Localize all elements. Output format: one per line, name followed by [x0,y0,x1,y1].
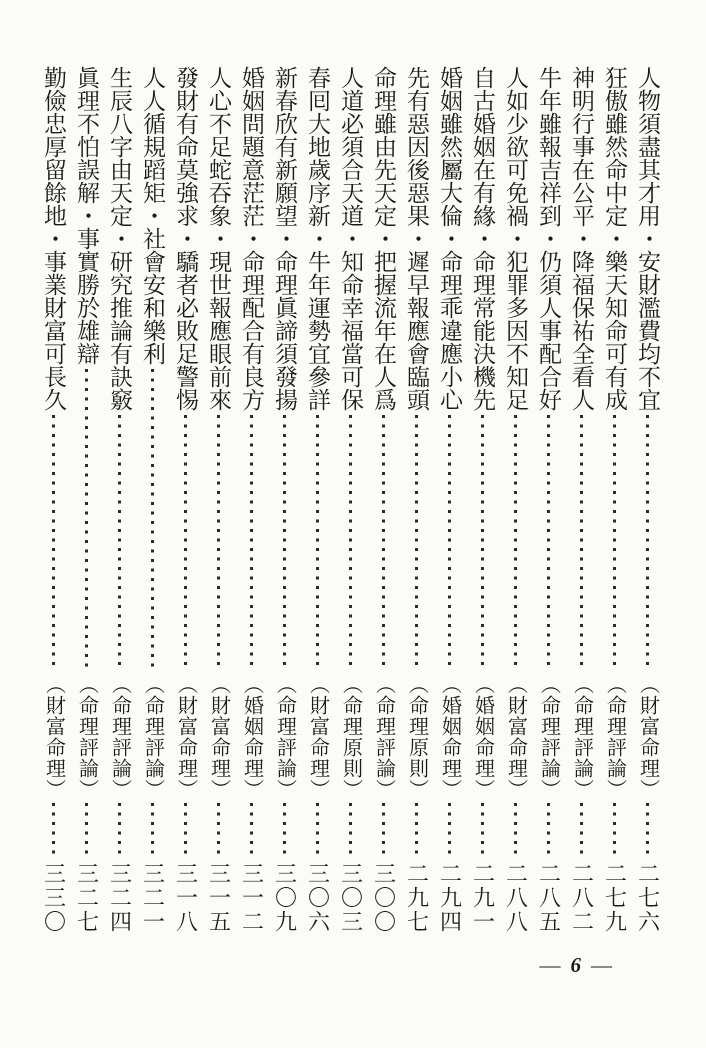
entry-page-number: 二九七 [404,862,430,934]
dot-leader [118,803,121,859]
dot-leader [151,369,154,670]
toc-entry [598,66,631,934]
entry-page-number: 二八五 [536,862,562,934]
entry-category: ︵婚姻命理︶ [240,674,263,800]
dot-leader [316,415,319,670]
entry-title: 人心不足蛇吞象・現世報應眼前來 [206,66,231,411]
dot-leader [316,803,319,859]
entry-page-number: 二八二 [569,862,595,934]
entry-title: 人人循規蹈矩・社會安和樂利 [140,66,165,365]
entry-title: 先有惡因後惡果・遲早報應會臨頭 [404,66,429,411]
toc-entry [169,66,202,934]
toc-entry [433,66,466,934]
toc-entry [103,66,136,934]
entry-category: ︵命理評論︶ [372,674,395,800]
toc-entry [565,66,598,934]
toc-entry [466,66,499,934]
dot-leader [217,803,220,859]
toc-entry [268,66,301,934]
dot-leader [349,415,352,670]
dot-leader [547,803,550,859]
entry-page-number: 三二一 [140,862,166,934]
entry-title: 人如少欲可免禍・犯罪多因不知足 [503,66,528,411]
footer-page-number: 6 [570,953,583,977]
entry-category: ︵命理評論︶ [108,674,131,800]
entry-page-number: 三〇三 [338,862,364,934]
entry-page-number: 三一五 [206,862,232,934]
entry-category: ︵婚姻命理︶ [471,674,494,800]
toc-entry [202,66,235,934]
entry-category: ︵婚姻命理︶ [438,674,461,800]
dot-leader [52,415,55,670]
entry-category: ︵財富命理︶ [504,674,527,800]
entry-category: ︵命理評論︶ [570,674,593,800]
dot-leader [580,415,583,670]
entry-category: ︵財富命理︶ [306,674,329,800]
entry-page-number: 二八八 [503,862,529,934]
entry-title: 人物須盡其才用・安財濫費均不宜 [635,66,660,411]
page-footer [540,953,615,978]
dot-leader [52,803,55,859]
toc-entry [136,66,169,934]
entry-page-number: 三二四 [107,862,133,934]
entry-page-number: 三〇〇 [371,862,397,934]
entry-page-number: 三一八 [173,862,199,934]
toc-entry [301,66,334,934]
dot-leader [415,803,418,859]
entry-page-number: 三一二 [239,862,265,934]
dot-leader [184,415,187,670]
dot-leader [85,803,88,859]
entry-title: 眞理不怕誤解・事實勝於雄辯 [74,66,99,365]
dot-leader [250,803,253,859]
entry-category: ︵命理評論︶ [537,674,560,800]
dot-leader [547,415,550,670]
toc-entry [334,66,367,934]
entry-page-number: 三〇九 [272,862,298,934]
dot-leader [349,803,352,859]
toc-entry [400,66,433,934]
entry-title: 勤儉忠厚留餘地・事業財富可長久 [41,66,66,411]
entry-page-number: 二九四 [437,862,463,934]
entry-page-number: 二七九 [602,862,628,934]
footer-dash-left: — [539,953,563,977]
entry-page-number: 三〇六 [305,862,331,934]
entry-page-number: 二七六 [635,862,661,934]
dot-leader [217,415,220,670]
toc-entry [631,66,664,934]
dot-leader [415,415,418,670]
dot-leader [250,415,253,670]
dot-leader [283,415,286,670]
toc-entry [367,66,400,934]
dot-leader [448,803,451,859]
entry-title: 發財有命莫強求・驕者必敗足警惕 [173,66,198,411]
entry-category: ︵財富命理︶ [207,674,230,800]
dot-leader [481,803,484,859]
dot-leader [448,415,451,670]
dot-leader [514,415,517,670]
dot-leader [382,415,385,670]
entry-category: ︵命理評論︶ [75,674,98,800]
dot-leader [613,415,616,670]
toc-entry [70,66,103,934]
entry-category: ︵命理原則︶ [339,674,362,800]
footer-dash-right: — [591,953,614,977]
dot-leader [118,415,121,670]
entry-title: 生辰八字由天定・研究推論有訣竅 [107,66,132,411]
toc-entry [37,66,70,934]
dot-leader [85,369,88,670]
dot-leader [646,803,649,859]
entry-category: ︵命理原則︶ [405,674,428,800]
entry-title: 人道必須合天道・知命幸福當可保 [338,66,363,411]
entry-title: 春囘大地歲序新・牛年運勢宜參詳 [305,66,330,411]
entry-title: 新春欣有新願望・命理眞諦須發揚 [272,66,297,411]
dot-leader [514,803,517,859]
entry-category: ︵命理評論︶ [141,674,164,800]
entry-category: ︵財富命理︶ [174,674,197,800]
dot-leader [646,415,649,670]
entry-title: 自古婚姻在有緣・命理常能決機先 [470,66,495,411]
entry-title: 命理雖由先天定・把握流年在人爲 [371,66,396,411]
entry-title: 婚姻雖然屬大倫・命理乖違應小心 [437,66,462,411]
entry-title: 牛年雖報吉祥到・仍須人事配合好 [536,66,561,411]
toc-entry [235,66,268,934]
entry-category: ︵財富命理︶ [636,674,659,800]
entry-title: 婚姻問題意茫茫・命理配合有良方 [239,66,264,411]
toc-entry [532,66,565,934]
entry-category: ︵財富命理︶ [42,674,65,800]
entry-category: ︵命理評論︶ [273,674,296,800]
entry-page-number: 二九一 [470,862,496,934]
dot-leader [382,803,385,859]
entry-page-number: 三二七 [74,862,100,934]
dot-leader [613,803,616,859]
entry-category: ︵命理評論︶ [603,674,626,800]
table-of-contents [37,66,664,934]
entry-title: 神明行事在公平・降福保祐全看人 [569,66,594,411]
entry-page-number: 三三〇 [41,862,67,934]
dot-leader [580,803,583,859]
toc-entry [499,66,532,934]
dot-leader [184,803,187,859]
dot-leader [481,415,484,670]
entry-title: 狂傲雖然命中定・樂天知命可有成 [602,66,627,411]
dot-leader [283,803,286,859]
dot-leader [151,803,154,859]
